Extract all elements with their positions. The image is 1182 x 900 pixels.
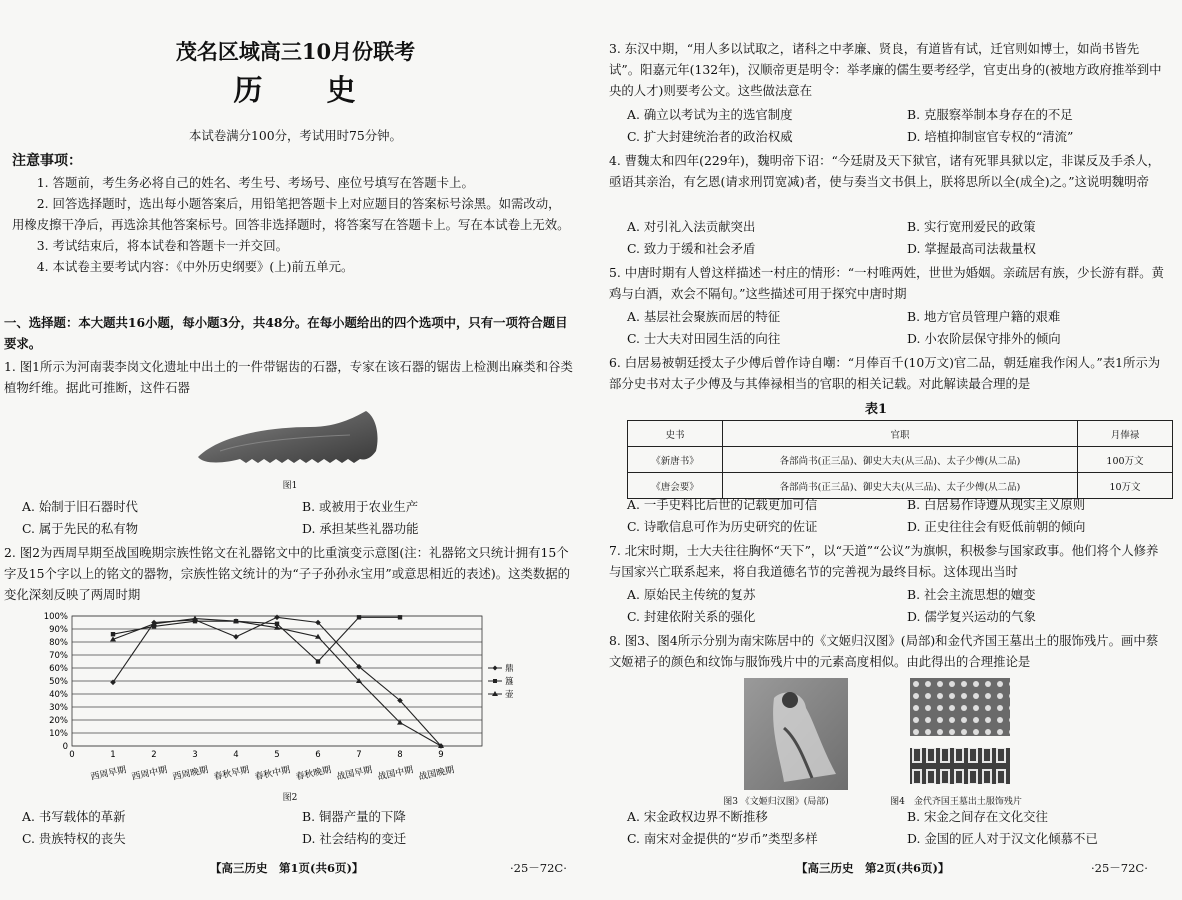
- data-point: [233, 634, 239, 640]
- option-c: C. 扩大封建统治者的政治权威: [627, 128, 793, 144]
- notice-item: 3. 考试结束后，将本试卷和答题卡一并交回。: [36, 238, 288, 253]
- figure-1-caption: 图1: [282, 481, 298, 491]
- option-c: C. 南宋对金提供的“岁币”类型多样: [627, 830, 818, 846]
- option-a: A. 基层社会聚族而居的特征: [627, 309, 781, 324]
- option-c: C. 封建依附关系的强化: [627, 608, 756, 624]
- exam-title: 茂名区域高三10月份联考: [175, 39, 416, 64]
- x-tick-label: 3: [192, 750, 198, 760]
- question-4-options: [609, 216, 1182, 259]
- question-2-stem: 2. 图2为西周早期至战国晚期宗族性铭文在礼器铭文中的比重演变示意图(注：礼器铭文只统计拥有15个字及15个字以上的铭文的器物，宗族性铭文统计的为“子子孙孙永宝用”或意思相近的表述)。这类数据的变化深刻反映了两周时期: [4, 545, 571, 602]
- page-footer-code: ·25－72C·: [1091, 861, 1148, 875]
- notice-title: 注意事项：: [12, 153, 82, 169]
- option-b: B. 实行宽刑爱民的政策: [907, 219, 1036, 234]
- data-point: [274, 615, 280, 621]
- option-b: B. 地方官员管理户籍的艰难: [907, 309, 1061, 324]
- option-c: C. 士大夫对田园生活的向往: [627, 330, 781, 346]
- right-page: [591, 0, 1182, 900]
- option-a: A. 宋金政权边界不断推移: [627, 809, 768, 824]
- figure-4-fabric-image: [910, 678, 1010, 790]
- option-d: D. 掌握最高司法裁量权: [907, 240, 1036, 256]
- legend-marker: [493, 679, 497, 683]
- option-a: A. 始制于旧石器时代: [22, 499, 138, 514]
- table-cell: 《新唐书》: [628, 447, 723, 473]
- data-point: [357, 615, 361, 619]
- option-d: D. 小农阶层保守排外的倾向: [907, 330, 1061, 346]
- option-a: A. 一手史料比后世的记载更加可信: [627, 497, 818, 512]
- y-tick-label: 40%: [49, 690, 68, 700]
- option-c: C. 属于先民的私有物: [22, 520, 139, 536]
- period-label: 战国早期: [335, 765, 374, 783]
- notice-item: 4. 本试卷主要考试内容：《中外历史纲要》(上)前五单元。: [36, 259, 354, 274]
- x-tick-label: 4: [233, 750, 239, 760]
- series-line-3: [113, 619, 441, 746]
- notice-block: [12, 150, 572, 277]
- y-tick-label: 0: [62, 742, 68, 752]
- table-row: [628, 447, 1173, 473]
- page-footer-label: 【高三历史 第2页(共6页)】: [796, 861, 950, 875]
- option-d: D. 培植抑制宦官专权的“清流”: [907, 128, 1074, 144]
- table-header-cell: 官职: [723, 421, 1078, 447]
- x-tick-label: 1: [110, 750, 116, 760]
- period-label: 战国中期: [376, 765, 415, 783]
- table-1-title: 表1: [864, 402, 888, 417]
- option-a: A. 原始民主传统的复苏: [627, 587, 756, 602]
- option-b: B. 宋金之间存在文化交往: [907, 809, 1048, 824]
- notice-item: 2. 回答选择题时，选出每小题答案后，用铅笔把答题卡上对应题目的答案标号涂黑。如需改动，用橡皮擦干净后，再选涂其他答案标号。回答非选择题时，将答案写在答题卡上。写在本试卷上无效。: [12, 196, 570, 232]
- option-d: D. 社会结构的变迁: [302, 830, 407, 846]
- question-6-options: [609, 494, 1182, 537]
- period-label: 西周晚期: [171, 765, 210, 783]
- question-1-options: [4, 496, 596, 539]
- data-point: [316, 659, 320, 663]
- option-b: B. 白居易作诗遵从现实主义原则: [907, 497, 1086, 512]
- option-a: A. 确立以考试为主的选官制度: [627, 107, 793, 122]
- stone-tool-image: [190, 405, 390, 475]
- option-b: B. 或被用于农业生产: [302, 499, 419, 514]
- option-c: C. 贵族特权的丧失: [22, 830, 126, 846]
- question-8-options: [609, 806, 1182, 849]
- period-label: 春秋中期: [253, 765, 292, 783]
- option-c: C. 致力于缓和社会矛盾: [627, 240, 756, 256]
- figure-3-painting-image: [744, 678, 848, 790]
- option-d: D. 承担某些礼器功能: [302, 520, 419, 536]
- y-tick-label: 70%: [49, 651, 68, 661]
- section-heading: 一、选择题：本大题共16小题，每小题3分，共48分。在每小题给出的四个选项中，只有一项符合题目要求。: [4, 315, 568, 351]
- figure-2-caption: 图2: [282, 793, 298, 803]
- question-1-stem: 1. 图1所示为河南裴李岗文化遗址中出土的一件带锯齿的石器，专家在该石器的锯齿上检测出麻类和谷类植物纤维。据此可推断，这件石器: [4, 359, 573, 395]
- option-b: B. 铜器产量的下降: [302, 809, 406, 824]
- question-5-options: [609, 306, 1182, 349]
- table-header-cell: 史书: [628, 421, 723, 447]
- data-point: [111, 632, 115, 636]
- question-8-stem: 8. 图3、图4所示分别为南宋陈居中的《文姬归汉图》(局部)和金代齐国王墓出土的服饰残片。画中蔡文姬裙子的颜色和纹饰与服饰残片中的元素高度相似。由此得出的合理推论是: [609, 633, 1159, 669]
- table-cell: 100万文: [1078, 447, 1173, 473]
- question-7-stem: 7. 北宋时期，士大夫往往胸怀“天下”，以“天道”“公议”为旗帜，积极参与国家政事。他们将个人修养与国家兴亡联系起来，将自我道德名节的完善视为最终目标。这体现出当时: [609, 543, 1159, 579]
- question-4-stem: 4. 曹魏太和四年(229年)，魏明帝下诏：“今廷尉及天下狱官，诸有死罪具狱以定，非谋反及手杀人，亟语其亲治，有乞恩(请求刑罚宽减)者，使与奏当文书俱上，朕将思所以全(成全)之。”这说明魏明帝: [609, 153, 1161, 189]
- series-line-1: [113, 617, 441, 746]
- period-label: 战国晚期: [417, 765, 456, 783]
- y-tick-label: 50%: [49, 677, 68, 687]
- x-tick-label: 9: [438, 750, 444, 760]
- x-tick-label: 5: [274, 750, 280, 760]
- option-b: B. 克服察举制本身存在的不足: [907, 107, 1073, 122]
- x-tick-label: 0: [69, 750, 75, 760]
- y-tick-label: 100%: [43, 612, 68, 622]
- x-tick-label: 2: [151, 750, 157, 760]
- option-c: C. 诗歌信息可作为历史研究的佐证: [627, 518, 818, 534]
- notice-item: 1. 答题前，考生务必将自己的姓名、考生号、考场号、座位号填写在答题卡上。: [36, 175, 474, 190]
- page-footer-label: 【高三历史 第1页(共6页)】: [210, 861, 364, 875]
- option-a: A. 对引礼入法贡献突出: [627, 219, 756, 234]
- table-cell: 各部尚书(正三品)、御史大夫(从三品)、太子少傅(从二品): [723, 473, 1078, 499]
- question-3-stem: 3. 东汉中期，“用人多以试取之，诸科之中孝廉、贤良，有道皆有试，迁官则如博士，如尚书皆先试”。阳嘉元年(132年)，汉顺帝更是明令：举孝廉的儒生要考经学，官吏出身的(被地方政府推举到中央的人才)则要考公文。这些做法意在: [609, 41, 1162, 98]
- table-header-row: [628, 421, 1173, 447]
- question-3-options: [609, 104, 1182, 147]
- x-tick-label: 7: [356, 750, 362, 760]
- option-d: D. 儒学复兴运动的气象: [907, 608, 1036, 624]
- y-tick-label: 60%: [49, 664, 68, 674]
- y-tick-label: 20%: [49, 716, 68, 726]
- data-point: [398, 615, 402, 619]
- option-d: D. 金国的匠人对于汉文化倾慕不已: [907, 830, 1098, 846]
- table-header-cell: 月俸禄: [1078, 421, 1173, 447]
- period-label: 春秋晚期: [294, 765, 333, 783]
- exam-intro: 本试卷满分100分，考试用时75分钟。: [189, 128, 402, 143]
- option-d: D. 正史往往会有贬低前朝的倾向: [907, 518, 1086, 534]
- y-tick-label: 90%: [49, 625, 68, 635]
- period-label: 春秋早期: [212, 765, 251, 783]
- figure-2-line-chart: [4, 606, 578, 806]
- option-b: B. 社会主流思想的嬗变: [907, 587, 1036, 602]
- y-tick-label: 80%: [49, 638, 68, 648]
- table-cell: 10万文: [1078, 473, 1173, 499]
- question-6-stem: 6. 白居易被朝廷授太子少傅后曾作诗自嘲：“月俸百千(10万文)官二品，朝廷雇我作闲人。”表1所示为部分史书对太子少傅及与其俸禄相当的官职的相关记载。对此解读最合理的是: [609, 355, 1161, 391]
- question-7-options: [609, 584, 1182, 627]
- question-2-options: [4, 806, 596, 849]
- figure-4-caption: 图4 金代齐国王墓出土服饰残片: [890, 797, 1022, 807]
- x-tick-label: 6: [315, 750, 321, 760]
- y-tick-label: 30%: [49, 703, 68, 713]
- legend-label: 鼎: [505, 664, 514, 674]
- option-a: A. 书写载体的革新: [22, 809, 126, 824]
- question-5-stem: 5. 中唐时期有人曾这样描述一村庄的情形：“一村唯两姓，世世为婚姻。亲疏居有族，少长游有群。黄鸡与白酒，欢会不隔旬。”这些描述可用于探究中唐时期: [609, 265, 1164, 301]
- legend-marker: [493, 666, 498, 671]
- page-footer-code: ·25－72C·: [510, 861, 567, 875]
- subject-title: 历 史: [233, 73, 358, 107]
- x-tick-label: 8: [397, 750, 403, 760]
- table-cell: 各部尚书(正三品)、御史大夫(从三品)、太子少傅(从二品): [723, 447, 1078, 473]
- y-tick-label: 10%: [49, 729, 68, 739]
- legend-label: 簋: [505, 677, 514, 687]
- figure-3-caption: 图3 《文姬归汉图》(局部): [723, 797, 829, 807]
- legend-label: 壶: [505, 690, 514, 700]
- table-cell: 《唐会要》: [628, 473, 723, 499]
- table-1: [627, 420, 1173, 499]
- period-label: 西周中期: [130, 765, 169, 783]
- period-label: 西周早期: [89, 765, 128, 783]
